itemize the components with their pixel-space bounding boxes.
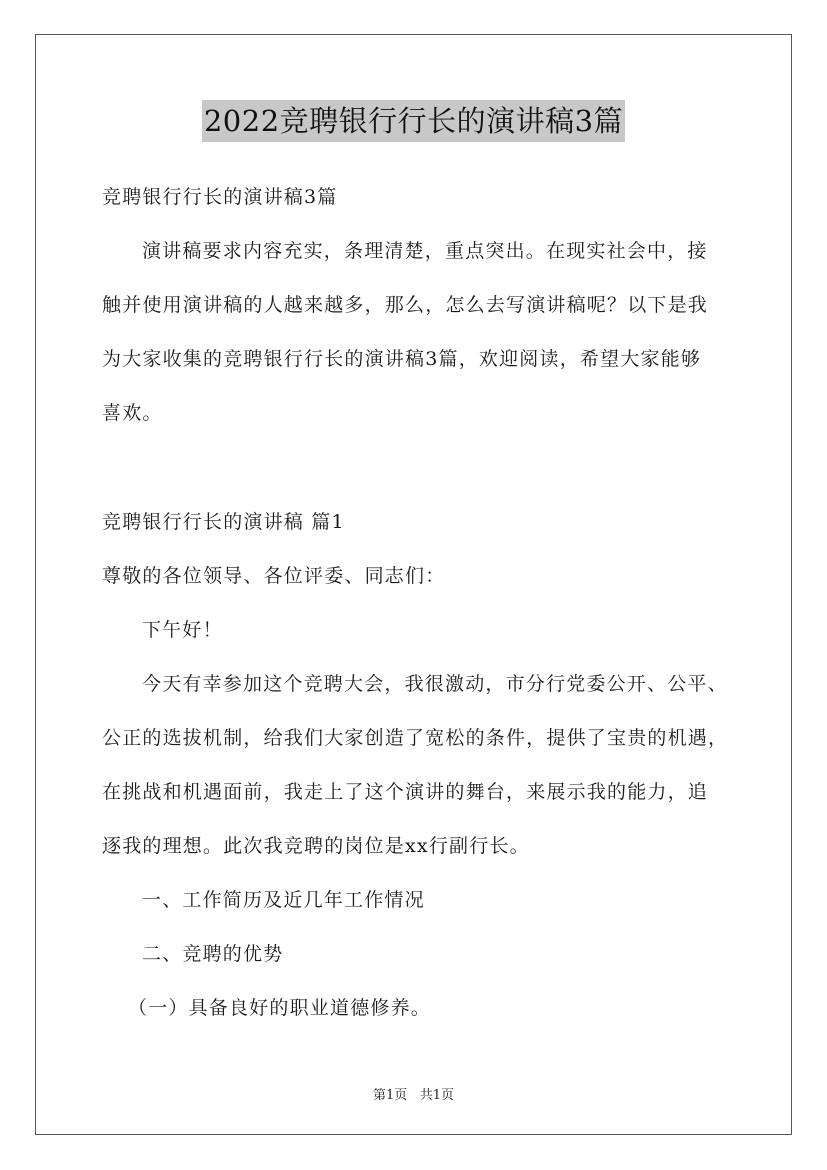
salutation: 尊敬的各位领导、各位评委、同志们：	[102, 565, 446, 587]
list-item: 一、工作简历及近几年工作情况	[142, 889, 425, 911]
page-footer	[0, 1084, 827, 1103]
body-line: 在挑战和机遇面前，我走上了这个演讲的舞台，来展示我的能力，追	[102, 781, 709, 803]
body-line: 公正的选拔机制，给我们大家创造了宽松的条件，提供了宝贵的机遇，	[102, 727, 729, 749]
greeting: 下午好！	[142, 619, 223, 641]
list-item: （一）具备良好的职业道德修养。	[128, 997, 432, 1019]
list-item: 二、竞聘的优势	[142, 943, 284, 965]
body-line: 逐我的理想。此次我竞聘的岗位是xx行副行长。	[102, 835, 530, 857]
page-total: 共1页	[419, 1088, 454, 1103]
title-container	[0, 100, 827, 142]
document-title: 2022竞聘银行行长的演讲稿3篇	[202, 100, 625, 142]
intro-line: 为大家收集的竞聘银行行长的演讲稿3篇，欢迎阅读，希望大家能够	[102, 348, 702, 370]
document-subtitle: 竞聘银行行长的演讲稿3篇	[102, 186, 338, 208]
intro-line: 演讲稿要求内容充实，条理清楚，重点突出。在现实社会中，接	[142, 240, 708, 262]
section-heading: 竞聘银行行长的演讲稿 篇1	[102, 511, 345, 533]
intro-line: 喜欢。	[102, 402, 163, 424]
body-line: 今天有幸参加这个竞聘大会，我很激动，市分行党委公开、公平、	[142, 673, 728, 695]
intro-line: 触并使用演讲稿的人越来越多，那么，怎么去写演讲稿呢？以下是我	[102, 294, 709, 316]
page-number: 第1页	[373, 1088, 408, 1103]
